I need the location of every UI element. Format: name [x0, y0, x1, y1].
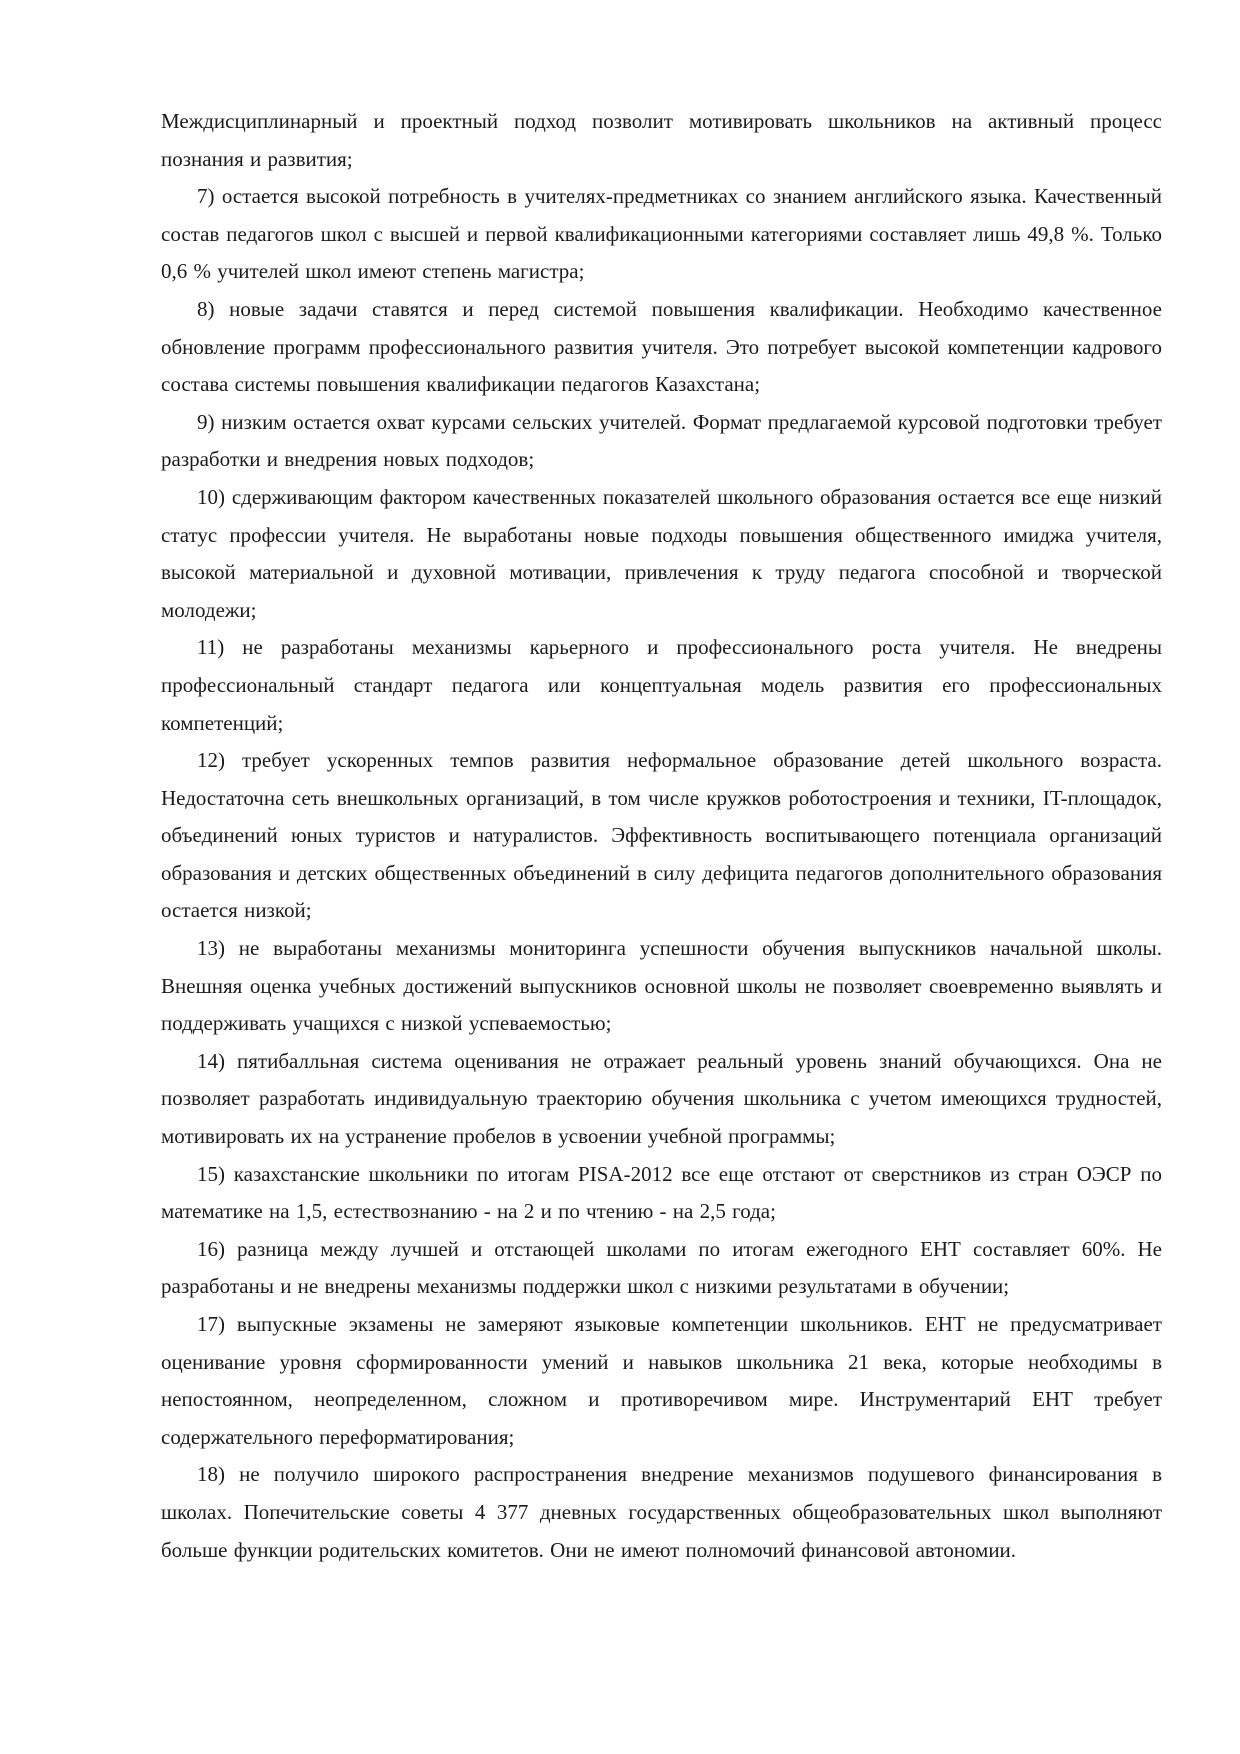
paragraph: 12) требует ускоренных темпов развития неформальное образование детей школьного возраста. Недостаточна сеть внешкольных организаций, в том числе кружков роботостроения и техники, IT-площадок, объединений юных туристов и натуралистов. Эффективность воспитывающего потенциала организаций образования и детских общественных объединений в силу дефицита педагогов дополнительного образования остается низкой;	[161, 748, 1162, 923]
paragraph: 17) выпускные экзамены не замеряют языковые компетенции школьников. ЕНТ не предусматривает оценивание уровня сформированности умений и навыков школьника 21 века, которые необходимы в непостоянном, неопределенном, сложном и противоречивом мире. Инструментарий ЕНТ требует содержательного переформатирования;	[161, 1312, 1162, 1449]
paragraph: Междисциплинарный и проектный подход позволит мотивировать школьников на активный процесс познания и развития;	[161, 109, 1162, 171]
paragraph: 16) разница между лучшей и отстающей школами по итогам ежегодного ЕНТ составляет 60%. Не разработаны и не внедрены механизмы поддержки школ с низкими результатами в обучении;	[161, 1236, 1162, 1299]
document-body	[161, 103, 1162, 1569]
paragraph: 9) низким остается охват курсами сельских учителей. Формат предлагаемой курсовой подготовки требует разработки и внедрения новых подходов;	[161, 409, 1162, 472]
paragraph: 14) пятибалльная система оценивания не отражает реальный уровень знаний обучающихся. Она не позволяет разработать индивидуальную траекторию обучения школьника с учетом имеющихся трудностей, мотивировать их на устранение пробелов в усвоении учебной программы;	[161, 1048, 1162, 1149]
paragraph: 18) не получило широкого распространения внедрение механизмов подушевого финансирования в школах. Попечительские советы 4 377 дневных государственных общеобразовательных школ выполняют больше функции родительских комитетов. Они не имеют полномочий финансовой автономии.	[161, 1462, 1162, 1562]
paragraph: 11) не разработаны механизмы карьерного и профессионального роста учителя. Не внедрены профессиональный стандарт педагога или концептуальная модель развития его профессиональных компетенций;	[161, 635, 1162, 735]
paragraph: 13) не выработаны механизмы мониторинга успешности обучения выпускников начальной школы. Внешняя оценка учебных достижений выпускников основной школы не позволяет своевременно выявлять и поддерживать учащихся с низкой успеваемостью;	[161, 936, 1162, 1036]
paragraph: 10) сдерживающим фактором качественных показателей школьного образования остается все еще низкий статус профессии учителя. Не выработаны новые подходы повышения общественного имиджа учителя, высокой материальной и духовной мотивации, привлечения к труду педагога способной и творческой молодежи;	[161, 484, 1162, 622]
paragraph: 7) остается высокой потребность в учителях-предметниках со знанием английского языка. Качественный состав педагогов школ с высшей и первой квалификационными категориями составляет лишь 49,8 %. Только 0,6 % учителей школ имеют степень магистра;	[161, 184, 1162, 284]
paragraph: 8) новые задачи ставятся и перед системой повышения квалификации. Необходимо качественное обновление программ профессионального развития учителя. Это потребует высокой компетенции кадрового состава системы повышения квалификации педагогов Казахстана;	[161, 296, 1162, 397]
paragraph: 15) казахстанские школьники по итогам PISA-2012 все еще отстают от сверстников из стран ОЭСР по математике на 1,5, естествознанию - на 2 и по чтению - на 2,5 года;	[161, 1161, 1162, 1224]
